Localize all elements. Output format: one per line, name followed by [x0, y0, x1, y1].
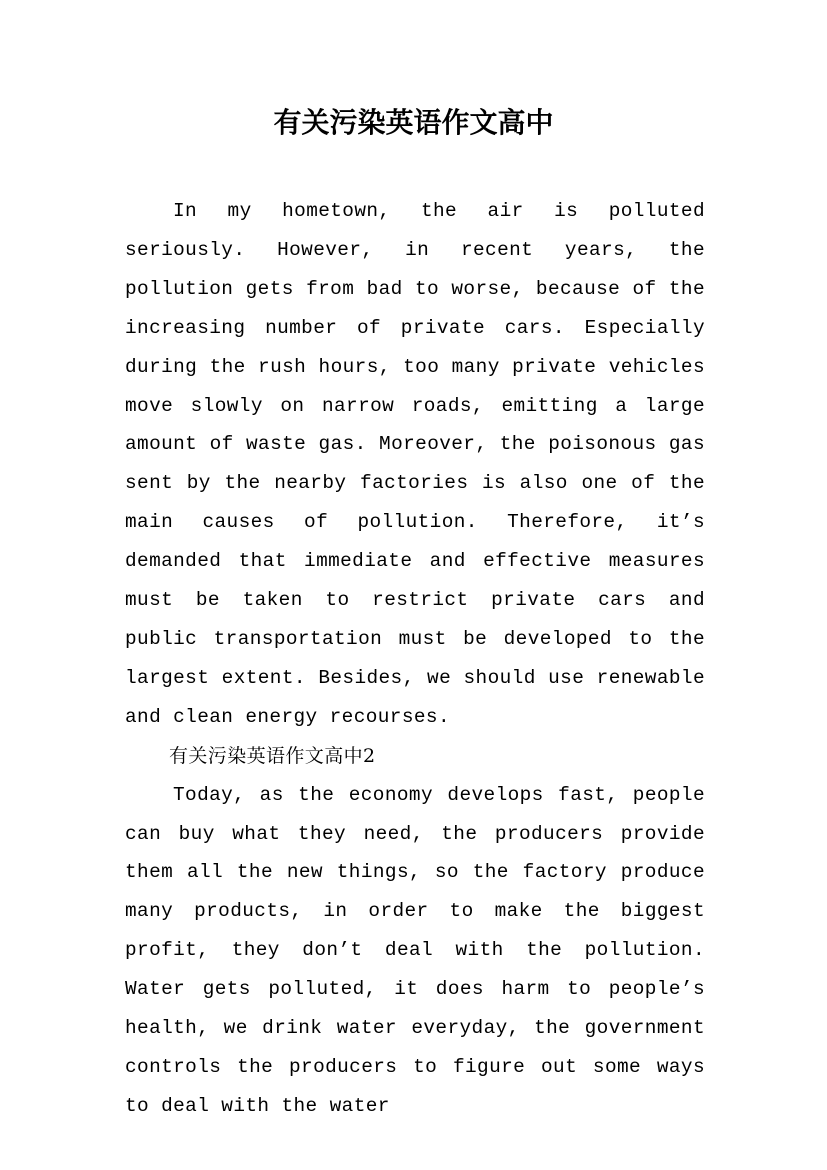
document-title: 有关污染英语作文高中: [273, 106, 554, 139]
paragraph-2: Today, as the economy develops fast, people can buy what they need, the producers provide them all the new things, so the factory produce many products, in order to make the biggest profit, they don’t deal with the pollution. Water gets polluted, it does harm to people’s health, we drink water everyday, the government controls the producers to figure out some ways to deal with the water: [125, 783, 705, 1117]
document-body: [125, 192, 705, 1126]
section-subtitle-2: 有关污染英语作文高中2: [169, 744, 376, 767]
paragraph-1: In my hometown, the air is polluted seriously. However, in recent years, the pollution gets from bad to worse, because of the increasing number of private cars. Especially during the rush hours, too many private vehicles move slowly on narrow roads, emitting a large amount of waste gas. Moreover, the poisonous gas sent by the nearby factories is also one of the main causes of pollution. Therefore, it’s demanded that immediate and effective measures must be taken to restrict private cars and public transportation must be developed to the largest extent. Besides, we should use renewable and clean energy recourses.: [125, 200, 705, 728]
